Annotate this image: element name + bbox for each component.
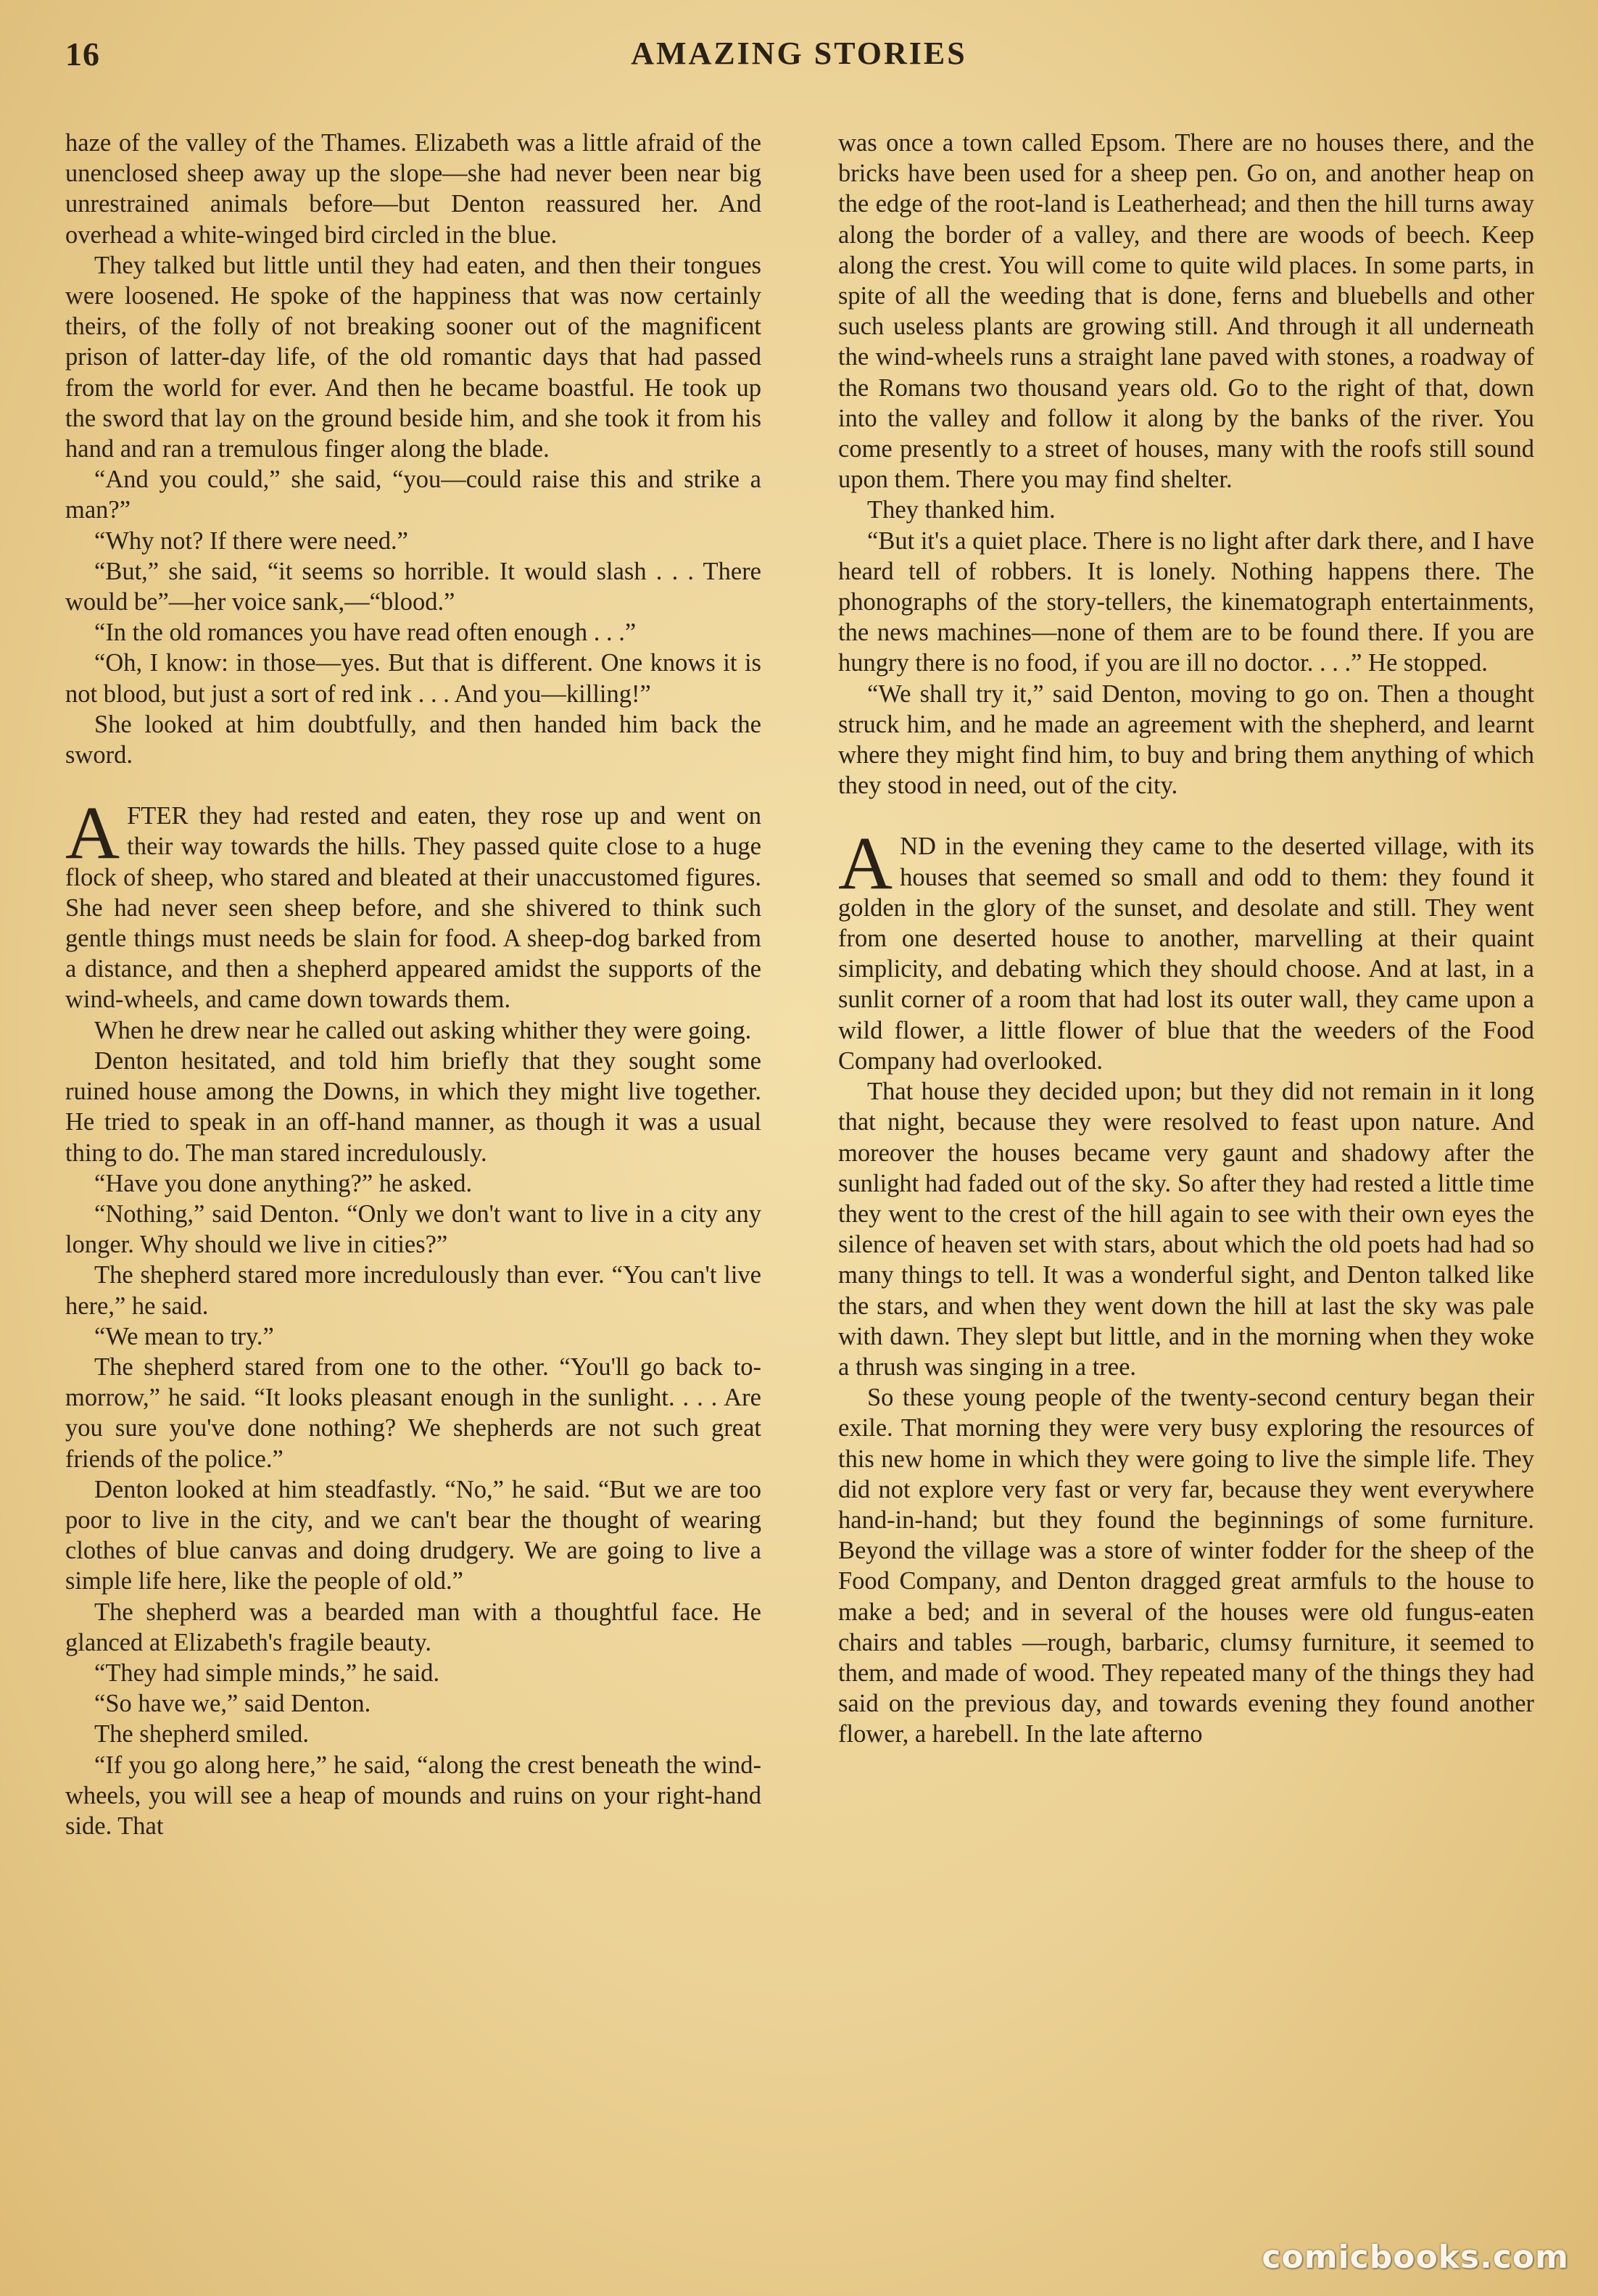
paragraph: “Nothing,” said Denton. “Only we don't want to live in a city any longer. Why should we live in cities?” [65, 1199, 761, 1259]
paragraph: “Oh, I know: in those—yes. But that is different. One knows it is not blood, but just a sort of red ink . . . And you—killing!” [65, 649, 761, 708]
drop-cap: A [838, 822, 893, 906]
running-title: AMAZING STORIES [631, 36, 967, 71]
drop-cap: A [65, 791, 120, 875]
page-header [65, 35, 1533, 81]
watermark: comicbooks.com [1262, 2239, 1569, 2276]
paragraph: “We shall try it,” said Denton, moving to go on. Then a thought struck him, and he made an agreement with the shepherd, and learnt where they might find him, to buy and bring them anything of which they stood in need, out of the city. [838, 680, 1534, 800]
paragraph: “But it's a quiet place. There is no light after dark there, and I have heard tell of robbers. It is lonely. Nothing happens there. The phonographs of the story-tellers, the kinematograph entertainments, the news machines—none of them are to be found there. If you are hungry there is no food, if you are ill no doctor. . . .” He stopped. [838, 526, 1534, 677]
paragraph: When he drew near he called out asking whither they were going. [94, 1016, 752, 1044]
paragraph: “So have we,” said Denton. [94, 1690, 371, 1718]
paragraph: The shepherd stared more incredulously than ever. “You can't live here,” he said. [65, 1261, 761, 1320]
paragraph: That house they decided upon; but they did not remain in it long that night, because they were resolved to feast upon nature. And moreover the houses became very gaunt and shadowy after the sunlight had faded out of the sky. So after they had rested a little time they went to the crest of the hill again to see with their own eyes the silence of heaven set with stars, about which the old poets had had so many things to tell. It was a wonderful sight, and Denton talked like the stars, and when they went down the hill at last the sky was pale with dawn. They slept but little, and in the morning when they woke a thrush was singing in a tree. [838, 1078, 1534, 1381]
paragraph: The shepherd was a bearded man with a thoughtful face. He glanced at Elizabeth's fragile beauty. [65, 1598, 761, 1656]
paragraph: The shepherd smiled. [94, 1720, 310, 1748]
paragraph: So these young people of the twenty-second century began their exile. That morning they were very busy exploring the resources of this new home in which they were going to live the simple life. They did not explore very fast or very far, because they went everywhere hand-in-hand; but they found the beginnings of some furniture. Beyond the village was a store of winter fodder for the sheep of the Food Company, and Denton dragged great armfuls to the house to make a bed; and in several of the houses were old fungus-eaten chairs and tables —rough, barbaric, clumsy furniture, it seemed to them, and made of wood. They repeated many of the things they had said on the previous day, and towards evening they found another flower, a harebell. In the late afterno [838, 1384, 1534, 1748]
paragraph: Denton hesitated, and told him briefly that they sought some ruined house among the Downs, in which they might live together. He tried to speak in an off-hand manner, as though it was a usual thing to do. The man stared incredulously. [65, 1046, 761, 1167]
paragraph: “We mean to try.” [94, 1322, 274, 1350]
paragraph: “And you could,” she said, “you—could raise this and strike a man?” [65, 466, 761, 524]
paragraph: “Have you done anything?” he asked. [94, 1169, 473, 1197]
paragraph: “But,” she said, “it seems so horrible. It would slash . . . There would be”—her voice sank,—“blood.” [65, 557, 761, 616]
paragraph: Denton looked at him steadfastly. “No,” he said. “But we are too poor to live in the city, and we can't bear the thought of wearing clothes of blue canvas and doing drudgery. We are going to live a simple life here, like the people of old.” [65, 1475, 761, 1595]
paragraph: “Why not? If there were need.” [94, 526, 408, 555]
paragraph: They thanked him. [867, 496, 1056, 524]
section-opening-paragraph [65, 791, 761, 1015]
paragraph: “They had simple minds,” he said. [94, 1659, 440, 1687]
paragraph: was once a town called Epsom. There are no houses there, and the bricks have been used for a sheep pen. Go on, and another heap on the edge of the root-land is Leatherhead; and then the hill turns away along the border of a valley, and there are woods of beech. Keep along the crest. You will come to quite wild places. In some parts, in spite of all the weeding that is done, ferns and bluebells and other such useless plants are growing still. And through it all underneath the wind-wheels runs a straight lane paved with stones, a roadway of the Romans two thousand years old. Go to the right of that, down into the valley and follow it along by the banks of the river. You come presently to a street of houses, many with the roofs still sound upon them. There you may find shelter. [838, 129, 1534, 494]
paragraph: The shepherd stared from one to the other. “You'll go back to-morrow,” he said. “It looks pleasant enough in the sunlight. . . . Are you sure you've done nothing? We shepherds are not such great friends of the police.” [65, 1353, 761, 1473]
paragraph: haze of the valley of the Thames. Elizabeth was a little afraid of the unenclosed sheep away up the slope—she had never been near big unrestrained animals before—but Denton reassured her. And overhead a white-winged bird circled in the blue. [65, 129, 761, 249]
paragraph: “In the old romances you have read often enough . . .” [94, 619, 637, 647]
paragraph: She looked at him doubtfully, and then handed him back the sword. [65, 710, 761, 769]
paragraph: “If you go along here,” he said, “along the crest beneath the wind-wheels, you will see a heap of mounds and ruins on your right-hand side. That [65, 1751, 761, 1840]
paragraph-text: ND in the evening they came to the deserted village, with its houses that seemed so small and odd to them: they found it golden in the glory of the sunset, and desolate and still. They went from one deserted house to another, marvelling at their quaint simplicity, and debating which they should choose. And at last, in a sunlit corner of a room that had lost its outer wall, they came upon a wild flower, a little flower of blue that the weeders of the Food Company had overlooked. [838, 833, 1534, 1075]
paragraph: They talked but little until they had eaten, and then their tongues were loosened. He spoke of the happiness that was now certainly theirs, of the folly of not breaking sooner out of the magnificent prison of latter-day life, of the old romantic days that had passed from the world for ever. And then he became boastful. He took up the sword that lay on the ground beside him, and she took it from his hand and ran a tremulous finger along the blade. [65, 251, 761, 463]
paragraph-text: FTER they had rested and eaten, they rose up and went on their way towards the hills. They passed quite close to a huge flock of sheep, who stared and bleated at their unaccustomed figures. She had never seen sheep before, and she shivered to think such gentle things must needs be slain for food. A sheep-dog barked from a distance, and then a shepherd appeared amidst the supports of the wind-wheels, and came down towards them. [65, 802, 761, 1014]
section-opening-paragraph [838, 822, 1534, 1076]
page-number: 16 [65, 36, 100, 73]
left-column [65, 128, 761, 1841]
right-column [838, 128, 1534, 1750]
